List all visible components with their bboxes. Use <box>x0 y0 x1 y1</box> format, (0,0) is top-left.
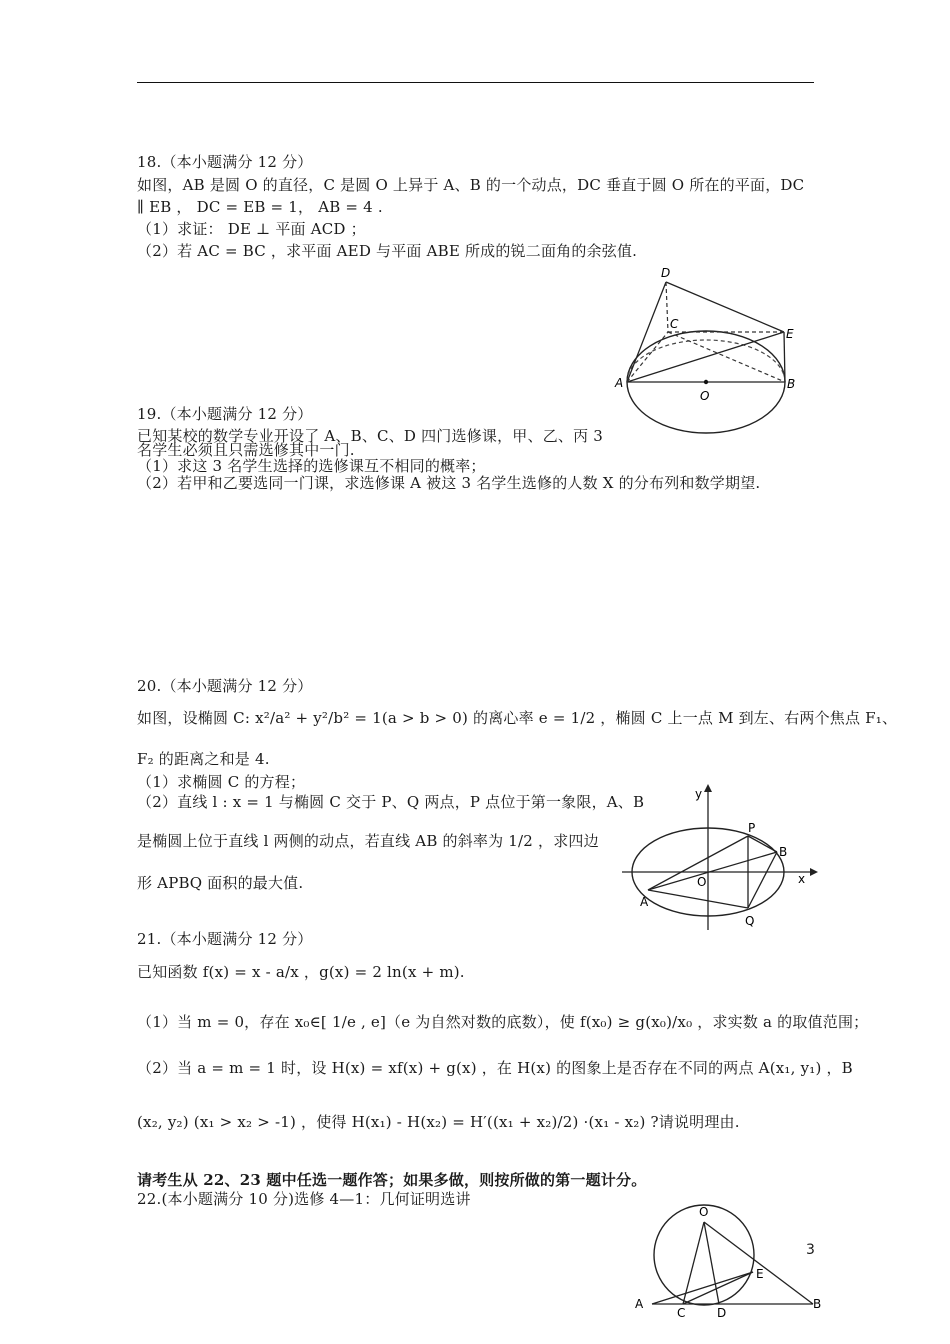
q20-line-BQ <box>748 852 777 908</box>
q18-line-DE <box>666 282 784 332</box>
q22-header: 22.(本小题满分 10 分)选修 4—1：几何证明选讲 <box>137 1190 471 1208</box>
q20-label-A: A <box>640 895 649 909</box>
q21-part2a: （2）当 a = m = 1 时，设 H(x) = xf(x) + g(x) ，在 H(x) 的图象上是否存在不同的两点 A(x₁, y₁) ，B <box>137 1059 853 1077</box>
q21-part2b: (x₂, y₂) (x₁ > x₂ > -1) ，使得 H(x₁) - H(x₂) = H′((x₁ + x₂)/2) ·(x₁ - x₂) ?请说明理由. <box>137 1113 740 1131</box>
q18-label-C: C <box>670 317 679 331</box>
q20-line2: F₂ 的距离之和是 4. <box>137 750 270 768</box>
q18-label-O: O <box>700 389 710 403</box>
q19-line2: 名学生必须且只需选修其中一门. <box>137 441 355 459</box>
q19-header: 19.（本小题满分 12 分） <box>137 405 313 423</box>
q20-label-y: y <box>695 787 703 801</box>
q20-part2c: 形 APBQ 面积的最大值. <box>137 874 304 892</box>
choose-notice: 请考生从 22、23 题中任选一题作答；如果多做，则按所做的第一题计分。 <box>137 1171 647 1189</box>
q18-part2: （2）若 AC = BC ，求平面 AED 与平面 ABE 所成的锐二面角的余弦值. <box>137 242 638 260</box>
q18-center-dot <box>704 380 708 384</box>
q18-label-D: D <box>661 266 671 280</box>
q22-label-O: O <box>699 1205 709 1219</box>
q22-line-OB <box>704 1222 813 1304</box>
q22-label-A: A <box>635 1297 644 1311</box>
q21-header: 21.（本小题满分 12 分） <box>137 930 313 948</box>
q21-line1: 已知函数 f(x) = x - a/x ，g(x) = 2 ln(x + m). <box>137 963 465 981</box>
q20-part2a: （2）直线 l : x = 1 与椭圆 C 交于 P、Q 两点，P 点位于第一象限，A、B <box>137 793 645 811</box>
q22-line-OC <box>683 1222 704 1304</box>
q20-x-arrow <box>810 868 818 876</box>
header-rule <box>137 82 814 83</box>
q19-part2: （2）若甲和乙要选同一门课，求选修课 A 被这 3 名学生选修的人数 X 的分布列和数学期望. <box>137 474 761 492</box>
q18-line2: ∥ EB ， DC = EB = 1， AB = 4 . <box>137 198 383 216</box>
q22-label-B: B <box>813 1297 822 1311</box>
q18-line-AD <box>627 282 666 382</box>
q20-line-PB <box>748 836 777 852</box>
q18-label-A: A <box>615 376 624 390</box>
q20-label-O: O <box>697 875 707 889</box>
q22-circle <box>654 1205 754 1305</box>
q20-line-AQ <box>648 890 748 908</box>
q19-part1: （1）求这 3 名学生选择的选修课互不相同的概率； <box>137 457 486 475</box>
q20-figure <box>622 782 822 932</box>
q19-line1: 已知某校的数学专业开设了 A、B、C、D 四门选修课，甲、乙、丙 3 <box>137 427 604 445</box>
q18-part1: （1）求证： DE ⊥ 平面 ACD ； <box>137 220 366 238</box>
q20-header: 20.（本小题满分 12 分） <box>137 677 313 695</box>
q20-label-B: B <box>779 845 788 859</box>
q20-part1: （1）求椭圆 C 的方程； <box>137 773 306 791</box>
q18-line-CB <box>668 332 785 382</box>
q20-label-P: P <box>748 821 756 835</box>
q22-figure <box>620 1200 835 1320</box>
q20-y-arrow <box>704 784 712 792</box>
page-number: 3 <box>806 1242 815 1258</box>
q20-label-Q: Q <box>745 914 755 928</box>
q18-label-E: E <box>786 327 794 341</box>
q20-label-x: x <box>798 872 806 886</box>
q18-label-B: B <box>787 377 796 391</box>
q22-label-D: D <box>717 1306 727 1320</box>
q20-line-AB <box>648 852 777 890</box>
q22-label-E: E <box>756 1267 764 1281</box>
q18-header: 18.（本小题满分 12 分） <box>137 153 313 171</box>
q22-line-OD <box>704 1222 719 1304</box>
q18-line1: 如图，AB 是圆 O 的直径，C 是圆 O 上异于 A、B 的一个动点，DC 垂直于圆 O 所在的平面，DC <box>137 176 805 194</box>
q20-line1: 如图，设椭圆 C: x²/a² + y²/b² = 1(a > b > 0) 的离心率 e = 1/2 ，椭圆 C 上一点 M 到左、右两个焦点 F₁、 <box>137 709 898 727</box>
q22-label-C: C <box>677 1306 686 1320</box>
q18-figure <box>610 262 810 440</box>
q21-part1: （1）当 m = 0，存在 x₀∈[ 1/e , e]（e 为自然对数的底数），使 f(x₀) ≥ g(x₀)/x₀ ，求实数 a 的取值范围； <box>137 1013 869 1031</box>
q18-line-DC <box>666 282 668 332</box>
q20-part2b: 是椭圆上位于直线 l 两侧的动点，若直线 AB 的斜率为 1/2 ，求四边 <box>137 832 599 850</box>
q18-line-AE <box>627 332 784 382</box>
